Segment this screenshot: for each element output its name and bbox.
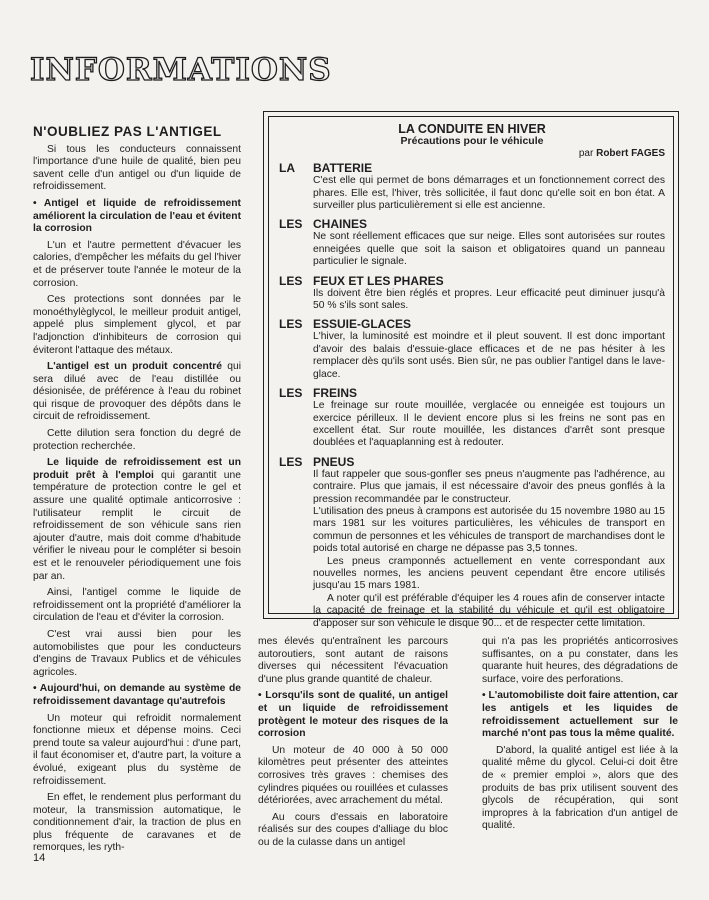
winter-driving-box bbox=[263, 111, 679, 629]
paragraph: qui n'a pas les propriétés anticorrosives suffisantes, on a pu constater, dans les quarante huit heures, des dégradations de surface, voire des perforations. bbox=[482, 636, 678, 685]
paragraph bbox=[33, 457, 241, 583]
section-heading bbox=[279, 162, 665, 175]
paragraph: Les pneus cramponnés actuellement en vente correspondant aux nouvelles normes, les anciens peuvent cependant être encore utilisés jusqu'au 15 mars 1981. bbox=[313, 555, 665, 592]
article-heading: N'OUBLIEZ PAS L'ANTIGEL bbox=[33, 124, 222, 139]
section-batterie bbox=[279, 162, 665, 212]
subheading: • L'automobiliste doit faire attention, car les antigels et les liquides de refroidissement actuellement sur le marché n'ont pas tous la même qualité. bbox=[482, 690, 678, 740]
section-article: LES bbox=[279, 273, 303, 288]
paragraph: Un moteur qui refroidit normalement fonctionne mieux et dépense moins. Ceci prend toute sa valeur aujourd'hui : d'une part, il faut économiser et, d'autre part, la voiture a évolué, exigeant plus du système de refroidissement. bbox=[33, 712, 241, 787]
section-heading bbox=[279, 456, 665, 469]
author-name: Robert FAGES bbox=[596, 147, 665, 159]
paragraph-text: qui garantit une température de protection contre le gel et assure une qualité optimale anticorrosive : l'utilisateur remplit le circuit de refroidissement de son véhicule sans rien ajouter d'autre, mais doit comme d'habitude vérifier le niveau pour le compléter si besoin est et le renouveler périodiquement une fois par an. bbox=[33, 469, 241, 582]
paragraph: D'abord, la qualité antigel est liée à la qualité même du glycol. Celui-ci doit être de « premier emploi », alors que des produits de bas prix utilisent souvent des glycols de récupération, qui sont impropres à la fabrication d'un antigel de qualité. bbox=[482, 744, 678, 832]
paragraph: Il faut rappeler que sous-gonfler ses pneus n'augmente pas l'adhérence, au contraire. Plus que jamais, il est nécessaire d'avoir des pneus gonflés à la pression recommandée par le constructeur. bbox=[313, 468, 665, 505]
section-article: LA bbox=[279, 161, 295, 176]
author-prefix: par bbox=[578, 147, 597, 159]
box-inner-frame bbox=[268, 116, 674, 629]
section-text: Le freinage sur route mouillée, verglacée ou enneigée est toujours un exercice périlleux. Il le devient encore plus si les freins ne sont pas en excellent état. Sur route mouillée, les distances d'arrêt sont presque doublées et l'aquaplanning est à redouter. bbox=[313, 400, 665, 449]
paragraph: A noter qu'il est préférable d'équiper les 4 roues afin de conserver intacte la capacité de freinage et la stabilité du véhicule et qu'il est obligatoire d'apposer sur son véhicule le disque 90... et de respecter cette limitation. bbox=[313, 592, 665, 629]
section-text: L'hiver, la luminosité est moindre et il pleut souvent. Il est donc important d'avoir des balais d'essuie-glace efficaces et de ne pas hésiter à les remplacer dès qu'ils sont usés. Bien sûr, ne pas oublier l'antigel dans le lave-glace. bbox=[313, 331, 665, 380]
section-text: Ne sont réellement efficaces que sur neige. Elles sont autorisées sur routes enneigées quelle que soit la saison et obligatoires quand un panneau particulier le signale. bbox=[313, 231, 665, 268]
page-number: 14 bbox=[33, 852, 46, 864]
section-title: CHAINES bbox=[313, 217, 368, 232]
section-article: LES bbox=[279, 386, 303, 401]
section-heading bbox=[279, 218, 665, 231]
section-article: LES bbox=[279, 217, 303, 232]
antigel-article bbox=[33, 126, 241, 859]
box-subtitle: Précautions pour le véhicule bbox=[400, 135, 544, 148]
paragraph: Cette dilution sera fonction du degré de protection recherchée. bbox=[33, 428, 241, 452]
section-article: LES bbox=[279, 454, 303, 469]
section-text: Ils doivent être bien réglés et propres. Leur efficacité peut diminuer jusqu'à 50 % s'ils sont sales. bbox=[313, 287, 665, 312]
paragraph: C'est vrai aussi bien pour les automobilistes que pour les conducteurs d'engins de Travaux Publics et de véhicules agricoles. bbox=[33, 628, 241, 678]
paragraph-text: qui sera dilué avec de l'eau distillée ou désionisée, de préférence à l'eau du robinet qui risque de provoquer des dépôts dans le circuit de refroidissement. bbox=[33, 361, 241, 423]
section-text bbox=[313, 469, 665, 630]
paragraph: mes élevés qu'entraînent les parcours autoroutiers, sont autant de raisons diverses qui nécessitent l'évacuation d'une plus grande quantité de chaleur. bbox=[258, 636, 448, 685]
subheading: • Antigel et liquide de refroidissement améliorent la circulation de l'eau et évitent la corrosion bbox=[33, 197, 241, 235]
section-title: FEUX ET LES PHARES bbox=[313, 273, 444, 288]
section-title: BATTERIE bbox=[313, 161, 373, 176]
subheading: • Aujourd'hui, on demande au système de refroidissement davantage qu'autrefois bbox=[33, 683, 241, 707]
paragraph: L'utilisation des pneus à crampons est autorisée du 15 novembre 1980 au 15 mars 1981 sur les voitures particulières, les véhicules de transport en commun de personnes et les véhicules de transport de marchandises dont le poids total autorisé en charge ne dépasse pas 3,5 tonnes. bbox=[313, 505, 665, 555]
page-title: INFORMATIONS bbox=[30, 52, 332, 88]
bold-lead: L'antigel est un produit concentré bbox=[47, 361, 223, 373]
section-title: ESSUIE-GLACES bbox=[313, 317, 412, 332]
section-chaines bbox=[279, 218, 665, 268]
paragraph: Ainsi, l'antigel comme le liquide de refroidissement ont la propriété d'améliorer la circulation de l'eau et d'éviter la corrosion. bbox=[33, 587, 241, 624]
section-essuie-glaces bbox=[279, 318, 665, 381]
section-title: FREINS bbox=[313, 386, 358, 401]
bold-lead: Le liquide de refroidissement est un produit prêt à l'emploi bbox=[33, 457, 241, 481]
section-pneus bbox=[279, 456, 665, 630]
paragraph: En effet, le rendement plus performant du moteur, la transmission automatique, le conditionnement d'air, la traction de plus en plus fréquente de caravanes et de remorques, les ryth- bbox=[33, 792, 241, 854]
section-text: C'est elle qui permet de bons démarrages et un fonctionnement correct des phares. Elle est, l'hiver, très sollicitée, il faut donc qu'elle soit en bon état. A surveiller plus particulièrement si elle est ancienne. bbox=[313, 175, 665, 212]
article-column-2 bbox=[258, 636, 448, 854]
section-heading bbox=[279, 387, 665, 400]
section-heading bbox=[279, 318, 665, 331]
section-article: LES bbox=[279, 317, 303, 332]
section-title: PNEUS bbox=[313, 454, 355, 469]
section-freins bbox=[279, 387, 665, 450]
paragraph bbox=[33, 361, 241, 424]
box-author bbox=[279, 148, 665, 160]
paragraph: Ces protections sont données par le monoéthylèglycol, le meilleur produit antigel, appelé plus simplement glycol, et par l'adjonction d'inhibiteurs de corrosion qui éviteront l'attaque des métaux. bbox=[33, 294, 241, 356]
box-title: LA CONDUITE EN HIVER bbox=[398, 122, 546, 136]
section-feux bbox=[279, 275, 665, 313]
section-heading bbox=[279, 275, 665, 288]
subheading: • Lorsqu'ils sont de qualité, un antigel et un liquide de refroidissement protègent le moteur des risques de la corrosion bbox=[258, 690, 448, 740]
paragraph: Un moteur de 40 000 à 50 000 kilomètres peut présenter des atteintes corrosives très graves : chemises des cylindres piquées ou rouillées et culasses détériorées, avec arrachement du métal. bbox=[258, 744, 448, 807]
paragraph: Si tous les conducteurs connaissent l'importance d'une huile de qualité, bien peu savent celle d'un antigel ou d'un liquide de refroidissement. bbox=[33, 143, 241, 193]
article-column-3 bbox=[482, 636, 678, 837]
paragraph: Au cours d'essais en laboratoire réalisés sur des coupes d'alliage du bloc ou de la culasse dans un antigel bbox=[258, 811, 448, 848]
paragraph: L'un et l'autre permettent d'évacuer les calories, d'empêcher les méfaits du gel l'hiver et de préserver toute l'année le moteur de la corrosion. bbox=[33, 239, 241, 289]
